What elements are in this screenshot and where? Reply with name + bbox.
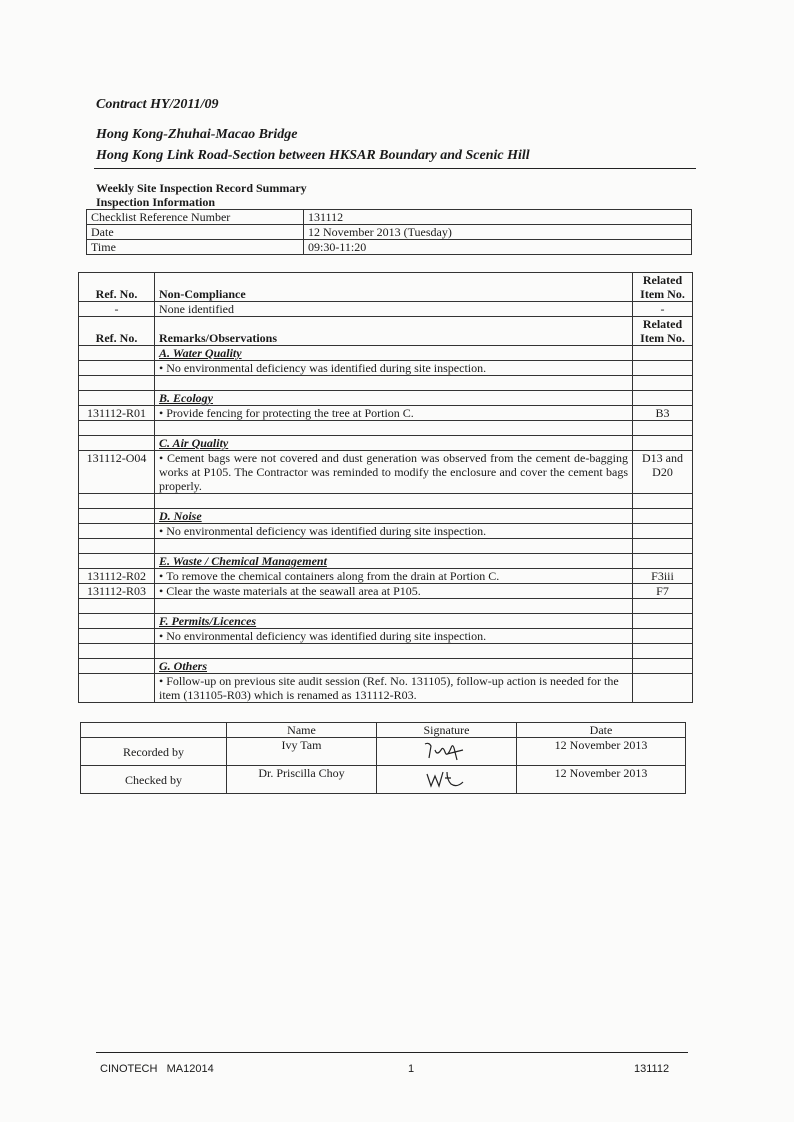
header-ref: Ref. No. [79,273,155,302]
footer-page-number: 1 [408,1063,415,1075]
ref-cell: 131112-R01 [79,406,155,421]
section-row [79,346,693,361]
header-date: Date [517,723,686,738]
info-label: Time [87,240,304,255]
table-row [87,240,692,255]
table-row [79,674,693,703]
signature-cell [377,766,517,794]
remarks-table [78,272,693,703]
footer-company [100,1063,214,1075]
project-title-line2: Hong Kong Link Road-Section between HKSAR Boundary and Scenic Hill [96,148,530,163]
related-cell: F3iii [633,569,693,584]
section-title: F. Permits/Licences [155,614,633,629]
spacer-row [79,644,693,659]
ref-cell: - [79,302,155,317]
inspection-info-table [86,209,692,255]
spacer-row [79,599,693,614]
date-cell: 12 November 2013 [517,738,686,766]
table-row [79,569,693,584]
info-label: Date [87,225,304,240]
table-row [79,406,693,421]
observation-item: • Follow-up on previous site audit session (Ref. No. 131105), follow-up action is needed for the item (131105-R03) which is renamed as 131112-R03. [155,674,633,703]
table-header-row [81,723,686,738]
footer-company-name: CINOTECH [100,1063,158,1075]
project-title-line1: Hong Kong-Zhuhai-Macao Bridge [96,127,298,142]
table-header-row [79,273,693,302]
spacer-row [79,539,693,554]
spacer-row [79,494,693,509]
table-row [79,361,693,376]
table-header-row [79,317,693,346]
role-cell: Recorded by [81,738,227,766]
name-cell: Ivy Tam [227,738,377,766]
signature-cell [377,738,517,766]
table-row [79,302,693,317]
info-value: 09:30-11:20 [304,240,692,255]
spacer-row [79,376,693,391]
section-title: C. Air Quality [155,436,633,451]
section-row [79,509,693,524]
observation-item: • Provide fencing for protecting the tree at Portion C. [155,406,633,421]
header-rule [94,168,696,169]
date-cell: 12 November 2013 [517,766,686,794]
section-title: G. Others [155,659,633,674]
section-row [79,614,693,629]
table-row [87,210,692,225]
table-row [81,766,686,794]
header-remarks: Remarks/Observations [155,317,633,346]
related-cell: - [633,302,693,317]
observation-item: • To remove the chemical containers along from the drain at Portion C. [155,569,633,584]
info-title: Inspection Information [96,195,216,209]
ref-cell: 131112-R03 [79,584,155,599]
observation-item: • No environmental deficiency was identified during site inspection. [155,361,633,376]
table-row [79,584,693,599]
table-row [79,451,693,494]
summary-title: Weekly Site Inspection Record Summary [96,181,307,195]
desc-cell: None identified [155,302,633,317]
header-ref: Ref. No. [79,317,155,346]
observation-item: • Clear the waste materials at the seawall area at P105. [155,584,633,599]
handwritten-signature-icon [417,766,477,790]
info-label: Checklist Reference Number [87,210,304,225]
section-title: B. Ecology [155,391,633,406]
section-title: A. Water Quality [155,346,633,361]
section-title: D. Noise [155,509,633,524]
ref-cell: 131112-R02 [79,569,155,584]
footer-rule [96,1052,688,1053]
observation-item: • Cement bags were not covered and dust generation was observed from the cement de-bagging works at P105. The Contractor was reminded to modify the enclosure and cover the cement bags properly. [155,451,633,494]
handwritten-signature-icon [417,738,477,762]
section-row [79,391,693,406]
related-cell: B3 [633,406,693,421]
header-related: Related Item No. [633,317,693,346]
info-value: 12 November 2013 (Tuesday) [304,225,692,240]
table-row [81,738,686,766]
footer-report-id: MA12014 [166,1063,214,1075]
related-cell: F7 [633,584,693,599]
observation-item: • No environmental deficiency was identified during site inspection. [155,524,633,539]
info-value: 131112 [304,210,692,225]
role-cell: Checked by [81,766,227,794]
spacer-row [79,421,693,436]
table-row [79,524,693,539]
section-row [79,659,693,674]
header-noncompliance: Non-Compliance [155,273,633,302]
ref-cell: 131112-O04 [79,451,155,494]
signature-table [80,722,686,794]
table-row [79,629,693,644]
section-row [79,436,693,451]
header-related: Related Item No. [633,273,693,302]
contract-number: Contract HY/2011/09 [96,97,219,112]
related-cell: D13 and D20 [633,451,693,494]
section-row [79,554,693,569]
table-row [87,225,692,240]
header-signature: Signature [377,723,517,738]
name-cell: Dr. Priscilla Choy [227,766,377,794]
section-title: E. Waste / Chemical Management [155,554,633,569]
header-name: Name [227,723,377,738]
observation-item: • No environmental deficiency was identified during site inspection. [155,629,633,644]
footer-reference: 131112 [634,1063,670,1075]
